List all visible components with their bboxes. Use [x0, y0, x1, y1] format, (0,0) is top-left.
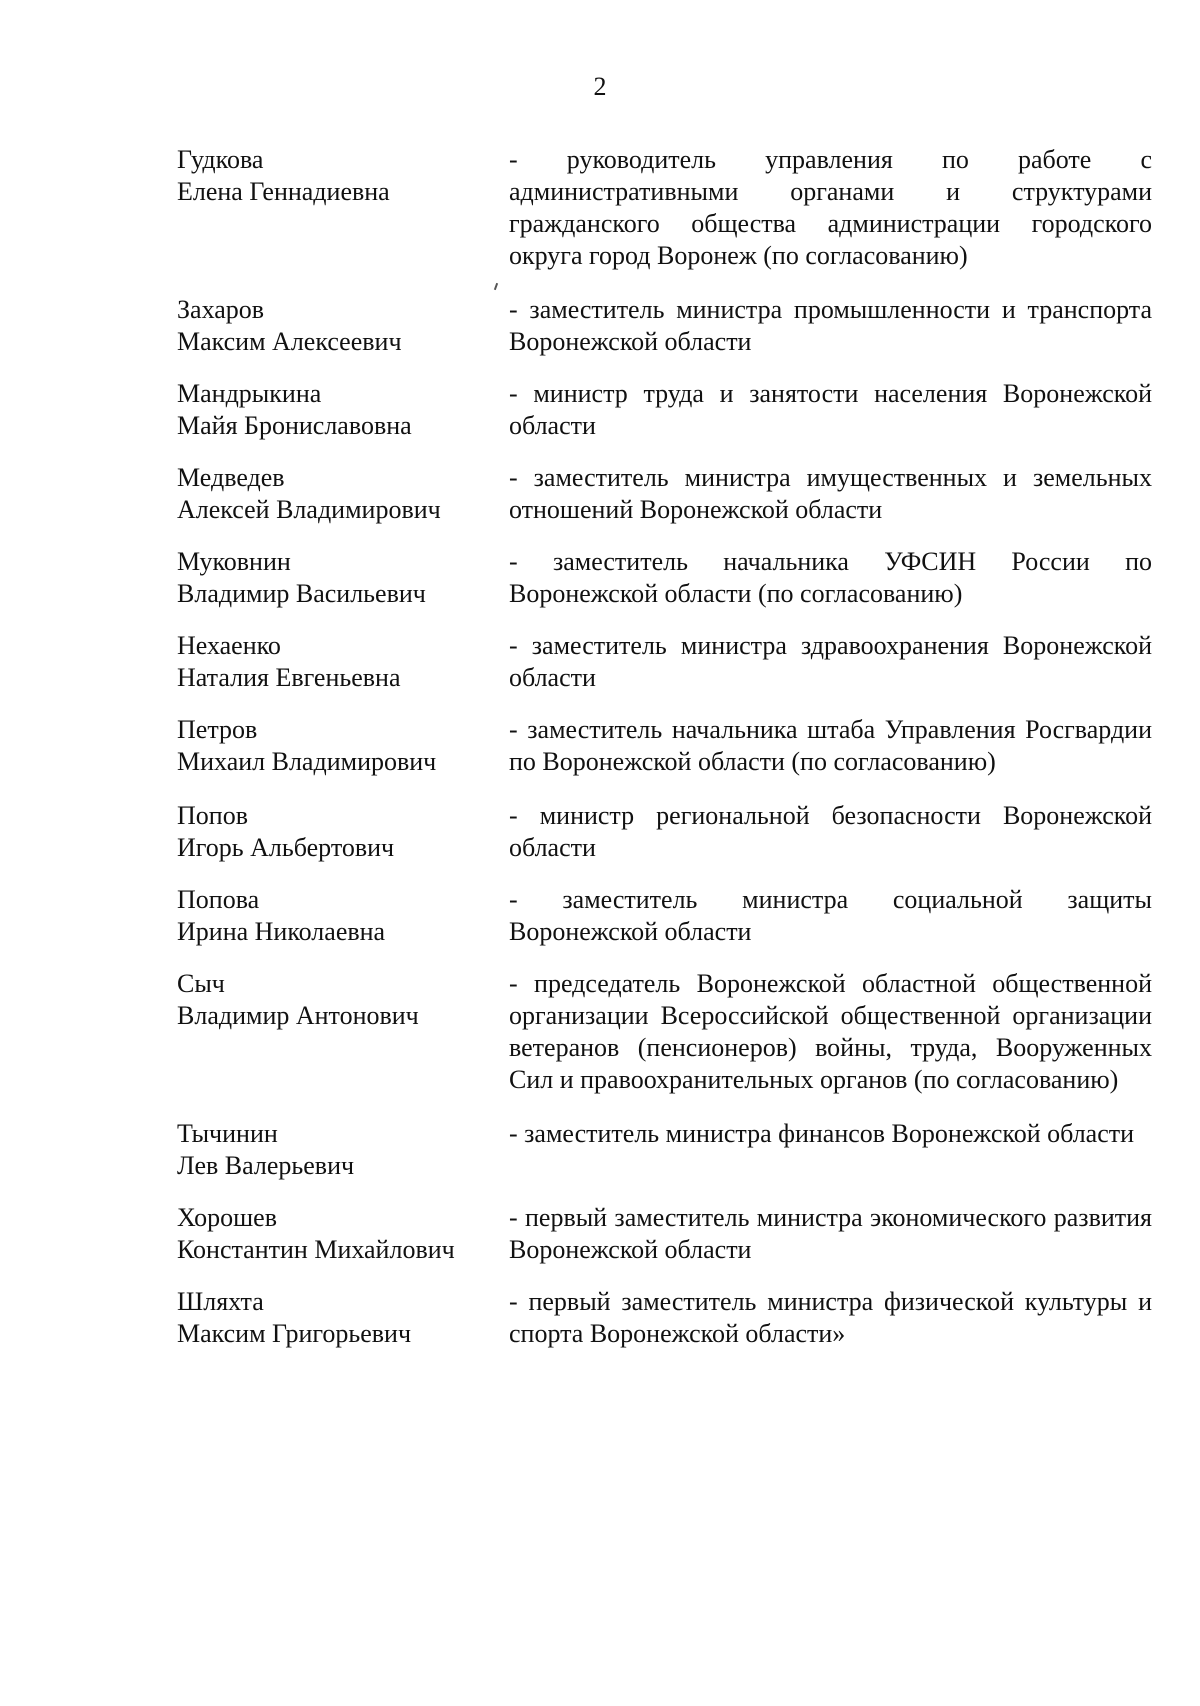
- list-item: [177, 800, 1152, 864]
- member-name: [177, 800, 509, 864]
- member-name: [177, 630, 509, 694]
- member-name: [177, 294, 509, 358]
- member-position: - министр труда и занятости населения Воронежской области: [509, 379, 1152, 440]
- member-position: - заместитель министра социальной защиты Воронежской области: [509, 885, 1152, 946]
- member-name: [177, 378, 509, 442]
- member-surname: Медведев: [177, 463, 285, 492]
- member-given-name: Игорь Альбертович: [177, 833, 395, 862]
- member-position: - заместитель начальника штаба Управления Росгвардии по Воронежской области (по согласованию): [509, 715, 1152, 776]
- list-item: [177, 144, 1152, 272]
- member-given-name: Майя Брониславовна: [177, 411, 412, 440]
- member-name: [177, 546, 509, 610]
- list-item: [177, 968, 1152, 1096]
- member-given-name: Михаил Владимирович: [177, 747, 437, 776]
- list-item: [177, 378, 1152, 442]
- member-given-name: Наталия Евгеньевна: [177, 663, 401, 692]
- list-item: [177, 714, 1152, 778]
- member-name: [177, 884, 509, 948]
- member-surname: Тычинин: [177, 1119, 278, 1148]
- member-given-name: Константин Михайлович: [177, 1235, 455, 1264]
- member-name: [177, 462, 509, 526]
- member-given-name: Лев Валерьевич: [177, 1151, 355, 1180]
- member-surname: Сыч: [177, 969, 225, 998]
- member-name: [177, 1202, 509, 1266]
- list-item: [177, 1118, 1152, 1182]
- list-item: [177, 884, 1152, 948]
- member-given-name: Елена Геннадиевна: [177, 177, 390, 206]
- member-position: - министр региональной безопасности Воронежской области: [509, 801, 1152, 862]
- member-name: [177, 714, 509, 778]
- member-position: - первый заместитель министра физической культуры и спорта Воронежской области»: [509, 1287, 1152, 1348]
- member-surname: Попов: [177, 801, 248, 830]
- member-position: - заместитель начальника УФСИН России по Воронежской области (по согласованию): [509, 547, 1152, 608]
- list-item: [177, 1286, 1152, 1350]
- member-surname: Мандрыкина: [177, 379, 322, 408]
- member-name: [177, 144, 509, 208]
- member-surname: Хорошев: [177, 1203, 277, 1232]
- member-given-name: Алексей Владимирович: [177, 495, 441, 524]
- member-surname: Нехаенко: [177, 631, 281, 660]
- member-surname: Гудкова: [177, 145, 264, 174]
- member-given-name: Владимир Антонович: [177, 1001, 419, 1030]
- list-item: [177, 462, 1152, 526]
- list-item: [177, 294, 1152, 358]
- member-name: [177, 968, 509, 1032]
- member-given-name: Владимир Васильевич: [177, 579, 426, 608]
- member-surname: Шляхта: [177, 1287, 264, 1316]
- member-name: [177, 1286, 509, 1350]
- members-list: [177, 144, 1152, 1372]
- member-given-name: Максим Григорьевич: [177, 1319, 412, 1348]
- list-item: [177, 630, 1152, 694]
- member-position: - руководитель управления по работе с административными органами и структурами гражданского общества администрации городского округа город Воронеж (по согласованию): [509, 145, 1152, 270]
- member-position: - заместитель министра промышленности и транспорта Воронежской области: [509, 295, 1152, 356]
- list-item: [177, 1202, 1152, 1266]
- member-position: - заместитель министра финансов Воронежской области: [509, 1119, 1135, 1148]
- member-position: - первый заместитель министра экономического развития Воронежской области: [509, 1203, 1152, 1264]
- member-position: - заместитель министра здравоохранения Воронежской области: [509, 631, 1152, 692]
- member-surname: Попова: [177, 885, 260, 914]
- member-surname: Петров: [177, 715, 258, 744]
- member-given-name: Ирина Николаевна: [177, 917, 386, 946]
- member-position: - председатель Воронежской областной общественной организации Всероссийской общественной организации ветеранов (пенсионеров) войны, труда, Вооруженных Сил и правоохранительных органов (по согласованию): [509, 969, 1152, 1094]
- member-surname: Захаров: [177, 295, 265, 324]
- member-name: [177, 1118, 509, 1182]
- member-surname: Муковнин: [177, 547, 291, 576]
- member-given-name: Максим Алексеевич: [177, 327, 402, 356]
- page-number: 2: [593, 72, 607, 101]
- member-position: - заместитель министра имущественных и земельных отношений Воронежской области: [509, 463, 1152, 524]
- list-item: [177, 546, 1152, 610]
